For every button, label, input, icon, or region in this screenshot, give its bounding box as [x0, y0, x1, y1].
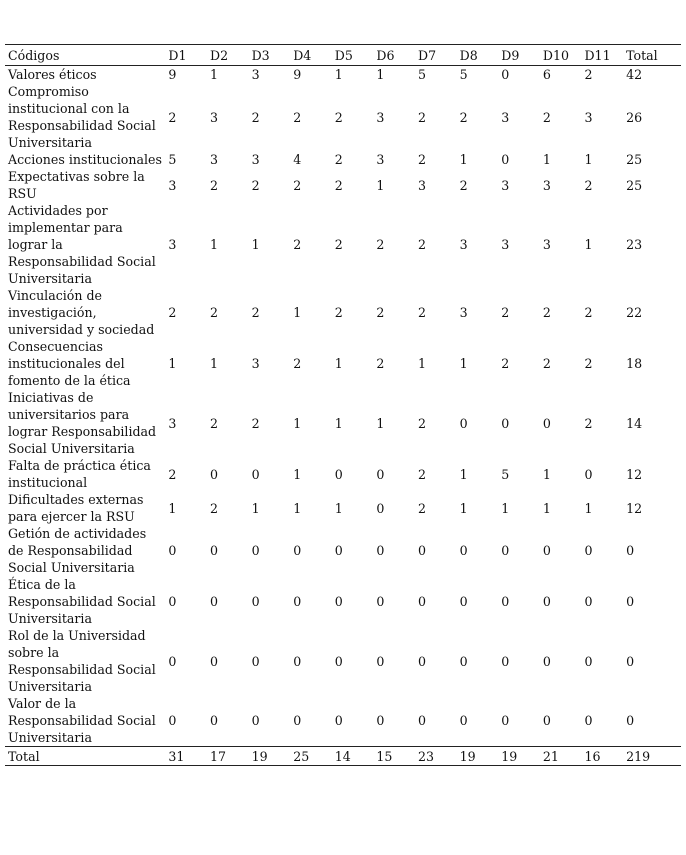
row-value-cell: 3	[501, 237, 510, 252]
column-total-cell: 19	[249, 747, 291, 766]
row-value-cell: 3	[501, 109, 510, 125]
row-value-cell: 1	[334, 67, 343, 82]
row-value-cell: 2	[501, 305, 510, 320]
total-label: Total	[5, 747, 165, 766]
row-value-cell: 0	[376, 594, 385, 609]
row-value-cell: 0	[251, 653, 260, 669]
row-value-cell: 0	[334, 653, 343, 669]
row-value-cell: 0	[542, 594, 551, 609]
row-value-cell: 3	[168, 415, 177, 431]
header-d4: D4	[290, 45, 332, 66]
row-value-cell: 0	[418, 594, 427, 609]
row-value-cell: 2	[168, 466, 177, 482]
row-value-cell: 1	[168, 356, 177, 371]
table-row	[5, 338, 681, 389]
row-value-cell: 0	[501, 653, 510, 669]
row-value-cell: 1	[376, 67, 385, 82]
header-d11: D11	[581, 45, 623, 66]
row-value-cell: 0	[251, 713, 260, 728]
row-value-cell: 1	[542, 466, 551, 482]
row-value-cell: 1	[459, 356, 468, 371]
row-value-cell: 0	[376, 543, 385, 558]
row-value-cell: 5	[501, 466, 510, 482]
row-total-cell: 12	[626, 500, 643, 516]
row-value-cell: 1	[293, 500, 302, 516]
row-total-cell: 22	[626, 305, 643, 320]
row-value-cell: 0	[542, 543, 551, 558]
row-value-cell: 0	[251, 466, 260, 482]
table-header	[5, 45, 681, 66]
table-row	[5, 168, 681, 202]
row-value-cell: 2	[459, 177, 468, 193]
row-value-cell: 2	[334, 152, 343, 167]
row-value-cell: 0	[293, 594, 302, 609]
row-value-cell: 2	[334, 109, 343, 125]
table-body	[5, 66, 681, 766]
row-value-cell: 0	[251, 594, 260, 609]
row-value-cell: 2	[584, 67, 593, 82]
row-total-cell: 18	[626, 356, 643, 371]
column-total-cell: 21	[540, 747, 582, 766]
row-value-cell: 3	[251, 67, 260, 82]
row-value-cell: 1	[376, 177, 385, 193]
column-total-cell: 16	[581, 747, 623, 766]
table-row	[5, 202, 681, 287]
row-value-cell: 1	[251, 237, 260, 252]
row-value-cell: 3	[251, 356, 260, 371]
column-total-cell: 17	[207, 747, 249, 766]
row-value-cell: 2	[418, 415, 427, 431]
row-value-cell: 2	[251, 415, 260, 431]
row-total-cell: 0	[626, 594, 635, 609]
row-value-cell: 3	[418, 177, 427, 193]
row-value-cell: 2	[418, 109, 427, 125]
row-total-cell: 26	[626, 109, 643, 125]
column-total-cell: 31	[165, 747, 207, 766]
row-value-cell: 4	[293, 152, 302, 167]
row-value-cell: 5	[168, 152, 177, 167]
total-row	[5, 747, 681, 766]
row-value-cell: 1	[584, 500, 593, 516]
row-value-cell: 0	[418, 713, 427, 728]
row-value-cell: 0	[209, 543, 218, 558]
row-total-cell: 42	[626, 67, 643, 82]
row-value-cell: 2	[293, 177, 302, 193]
header-row	[5, 45, 681, 66]
row-value-cell: 2	[334, 177, 343, 193]
row-value-cell: 2	[584, 356, 593, 371]
row-value-cell: 2	[418, 152, 427, 167]
row-value-cell: 0	[376, 466, 385, 482]
column-total-cell: 15	[373, 747, 415, 766]
table-row	[5, 627, 681, 695]
row-value-cell: 0	[542, 713, 551, 728]
row-value-cell: 2	[418, 466, 427, 482]
row-value-cell: 0	[376, 653, 385, 669]
row-value-cell: 2	[459, 109, 468, 125]
row-value-cell: 1	[459, 466, 468, 482]
row-value-cell: 0	[376, 500, 385, 516]
row-value-cell: 0	[459, 713, 468, 728]
row-value-cell: 0	[459, 594, 468, 609]
row-value-cell: 0	[584, 594, 593, 609]
row-value-cell: 0	[584, 653, 593, 669]
row-value-cell: 2	[251, 109, 260, 125]
row-code-label: Valor de la Responsabilidad Social Universitaria	[8, 696, 156, 745]
row-code-label: Compromiso institucional con la Responsabilidad Social Universitaria	[8, 84, 156, 150]
header-d6: D6	[373, 45, 415, 66]
codes-frequency-table	[5, 44, 681, 766]
column-total-cell: 25	[290, 747, 332, 766]
row-value-cell: 1	[542, 500, 551, 516]
row-value-cell: 3	[168, 237, 177, 252]
row-value-cell: 3	[542, 177, 551, 193]
row-value-cell: 0	[501, 415, 510, 431]
row-value-cell: 1	[501, 500, 510, 516]
row-value-cell: 6	[542, 67, 551, 82]
row-value-cell: 1	[459, 152, 468, 167]
row-value-cell: 0	[501, 594, 510, 609]
row-value-cell: 2	[376, 305, 385, 320]
row-value-cell: 3	[168, 177, 177, 193]
row-value-cell: 0	[418, 543, 427, 558]
row-value-cell: 2	[251, 305, 260, 320]
row-value-cell: 3	[542, 237, 551, 252]
row-total-cell: 0	[626, 713, 635, 728]
grand-total-cell: 219	[623, 747, 681, 766]
row-value-cell: 0	[334, 543, 343, 558]
row-value-cell: 0	[168, 653, 177, 669]
header-d1: D1	[165, 45, 207, 66]
row-value-cell: 1	[418, 356, 427, 371]
row-value-cell: 0	[209, 653, 218, 669]
row-value-cell: 1	[293, 415, 302, 431]
row-value-cell: 0	[501, 543, 510, 558]
row-value-cell: 1	[334, 415, 343, 431]
row-value-cell: 0	[251, 543, 260, 558]
row-code-label: Dificultades externas para ejercer la RSU	[8, 492, 144, 524]
row-total-cell: 0	[626, 653, 635, 669]
header-codigos: Códigos	[5, 45, 165, 66]
row-value-cell: 0	[334, 594, 343, 609]
row-value-cell: 0	[293, 543, 302, 558]
row-code-label: Valores éticos	[8, 67, 97, 82]
row-value-cell: 0	[376, 713, 385, 728]
row-value-cell: 1	[209, 237, 218, 252]
row-value-cell: 2	[168, 109, 177, 125]
row-value-cell: 3	[459, 237, 468, 252]
row-value-cell: 1	[293, 305, 302, 320]
header-d9: D9	[498, 45, 540, 66]
row-value-cell: 0	[209, 466, 218, 482]
table-row	[5, 491, 681, 525]
row-value-cell: 1	[293, 466, 302, 482]
row-code-label: Rol de la Universidad sobre la Responsabilidad Social Universitaria	[8, 628, 156, 694]
row-value-cell: 0	[334, 466, 343, 482]
row-value-cell: 0	[293, 653, 302, 669]
row-value-cell: 3	[209, 152, 218, 167]
row-value-cell: 0	[459, 543, 468, 558]
table-row	[5, 83, 681, 151]
row-value-cell: 2	[293, 109, 302, 125]
row-value-cell: 1	[209, 67, 218, 82]
row-value-cell: 0	[168, 594, 177, 609]
row-value-cell: 2	[209, 500, 218, 516]
row-total-cell: 0	[626, 543, 635, 558]
row-value-cell: 2	[501, 356, 510, 371]
table-row	[5, 151, 681, 168]
row-value-cell: 0	[501, 713, 510, 728]
row-value-cell: 2	[168, 305, 177, 320]
row-value-cell: 2	[251, 177, 260, 193]
row-value-cell: 2	[542, 305, 551, 320]
row-value-cell: 1	[584, 237, 593, 252]
row-value-cell: 2	[376, 237, 385, 252]
row-value-cell: 2	[209, 415, 218, 431]
row-value-cell: 2	[334, 305, 343, 320]
table-row	[5, 389, 681, 457]
row-total-cell: 12	[626, 466, 643, 482]
row-value-cell: 2	[209, 305, 218, 320]
row-value-cell: 2	[376, 356, 385, 371]
row-value-cell: 2	[542, 109, 551, 125]
row-value-cell: 0	[584, 466, 593, 482]
row-value-cell: 0	[584, 713, 593, 728]
row-value-cell: 0	[209, 713, 218, 728]
table-row	[5, 66, 681, 84]
row-value-cell: 0	[542, 653, 551, 669]
table-row	[5, 287, 681, 338]
row-code-label: Getión de actividades de Responsabilidad Social Universitaria	[8, 526, 147, 575]
table-row	[5, 457, 681, 491]
row-value-cell: 0	[168, 543, 177, 558]
row-total-cell: 25	[626, 152, 643, 167]
row-value-cell: 2	[418, 237, 427, 252]
row-value-cell: 2	[334, 237, 343, 252]
codes-table-container	[5, 44, 681, 766]
row-code-label: Ética de la Responsabilidad Social Universitaria	[8, 577, 156, 626]
row-value-cell: 2	[584, 305, 593, 320]
row-value-cell: 2	[418, 305, 427, 320]
column-total-cell: 19	[457, 747, 499, 766]
row-value-cell: 2	[293, 237, 302, 252]
row-code-label: Acciones institucionales	[8, 152, 162, 167]
row-value-cell: 1	[376, 415, 385, 431]
row-code-label: Actividades por implementar para lograr la Responsabilidad Social Universitaria	[8, 203, 156, 286]
header-d3: D3	[249, 45, 291, 66]
row-value-cell: 1	[334, 356, 343, 371]
row-value-cell: 3	[251, 152, 260, 167]
row-total-cell: 25	[626, 177, 643, 193]
row-value-cell: 1	[334, 500, 343, 516]
row-code-label: Iniciativas de universitarios para lograr Responsabilidad Social Universitaria	[8, 390, 157, 456]
header-d7: D7	[415, 45, 457, 66]
row-value-cell: 0	[293, 713, 302, 728]
row-value-cell: 0	[542, 415, 551, 431]
row-value-cell: 1	[459, 500, 468, 516]
row-value-cell: 1	[209, 356, 218, 371]
row-value-cell: 0	[459, 653, 468, 669]
row-value-cell: 9	[168, 67, 177, 82]
column-total-cell: 23	[415, 747, 457, 766]
row-value-cell: 2	[293, 356, 302, 371]
table-row	[5, 695, 681, 747]
row-value-cell: 1	[168, 500, 177, 516]
row-value-cell: 1	[584, 152, 593, 167]
row-code-label: Consecuencias institucionales del fomento de la ética	[8, 339, 131, 388]
table-row	[5, 525, 681, 576]
row-value-cell: 3	[209, 109, 218, 125]
row-value-cell: 1	[251, 500, 260, 516]
header-d8: D8	[457, 45, 499, 66]
row-total-cell: 14	[626, 415, 643, 431]
row-value-cell: 2	[584, 177, 593, 193]
row-code-label: Falta de práctica ética institucional	[8, 458, 151, 490]
row-value-cell: 3	[376, 152, 385, 167]
row-value-cell: 0	[501, 67, 510, 82]
row-value-cell: 1	[542, 152, 551, 167]
column-total-cell: 19	[498, 747, 540, 766]
row-value-cell: 0	[168, 713, 177, 728]
table-row	[5, 576, 681, 627]
header-d10: D10	[540, 45, 582, 66]
row-value-cell: 9	[293, 67, 302, 82]
row-code-label: Expectativas sobre la RSU	[8, 169, 145, 201]
row-total-cell: 23	[626, 237, 643, 252]
row-value-cell: 2	[418, 500, 427, 516]
row-value-cell: 0	[334, 713, 343, 728]
row-value-cell: 0	[584, 543, 593, 558]
row-value-cell: 0	[459, 415, 468, 431]
row-value-cell: 5	[459, 67, 468, 82]
row-value-cell: 0	[209, 594, 218, 609]
row-code-label: Vinculación de investigación, universidad y sociedad	[8, 288, 155, 337]
row-value-cell: 3	[584, 109, 593, 125]
header-total: Total	[623, 45, 681, 66]
column-total-cell: 14	[332, 747, 374, 766]
row-value-cell: 2	[542, 356, 551, 371]
row-value-cell: 2	[209, 177, 218, 193]
row-value-cell: 0	[418, 653, 427, 669]
header-d5: D5	[332, 45, 374, 66]
row-value-cell: 2	[584, 415, 593, 431]
row-value-cell: 3	[376, 109, 385, 125]
row-value-cell: 0	[501, 152, 510, 167]
row-value-cell: 3	[501, 177, 510, 193]
header-d2: D2	[207, 45, 249, 66]
row-value-cell: 3	[459, 305, 468, 320]
row-value-cell: 5	[418, 67, 427, 82]
